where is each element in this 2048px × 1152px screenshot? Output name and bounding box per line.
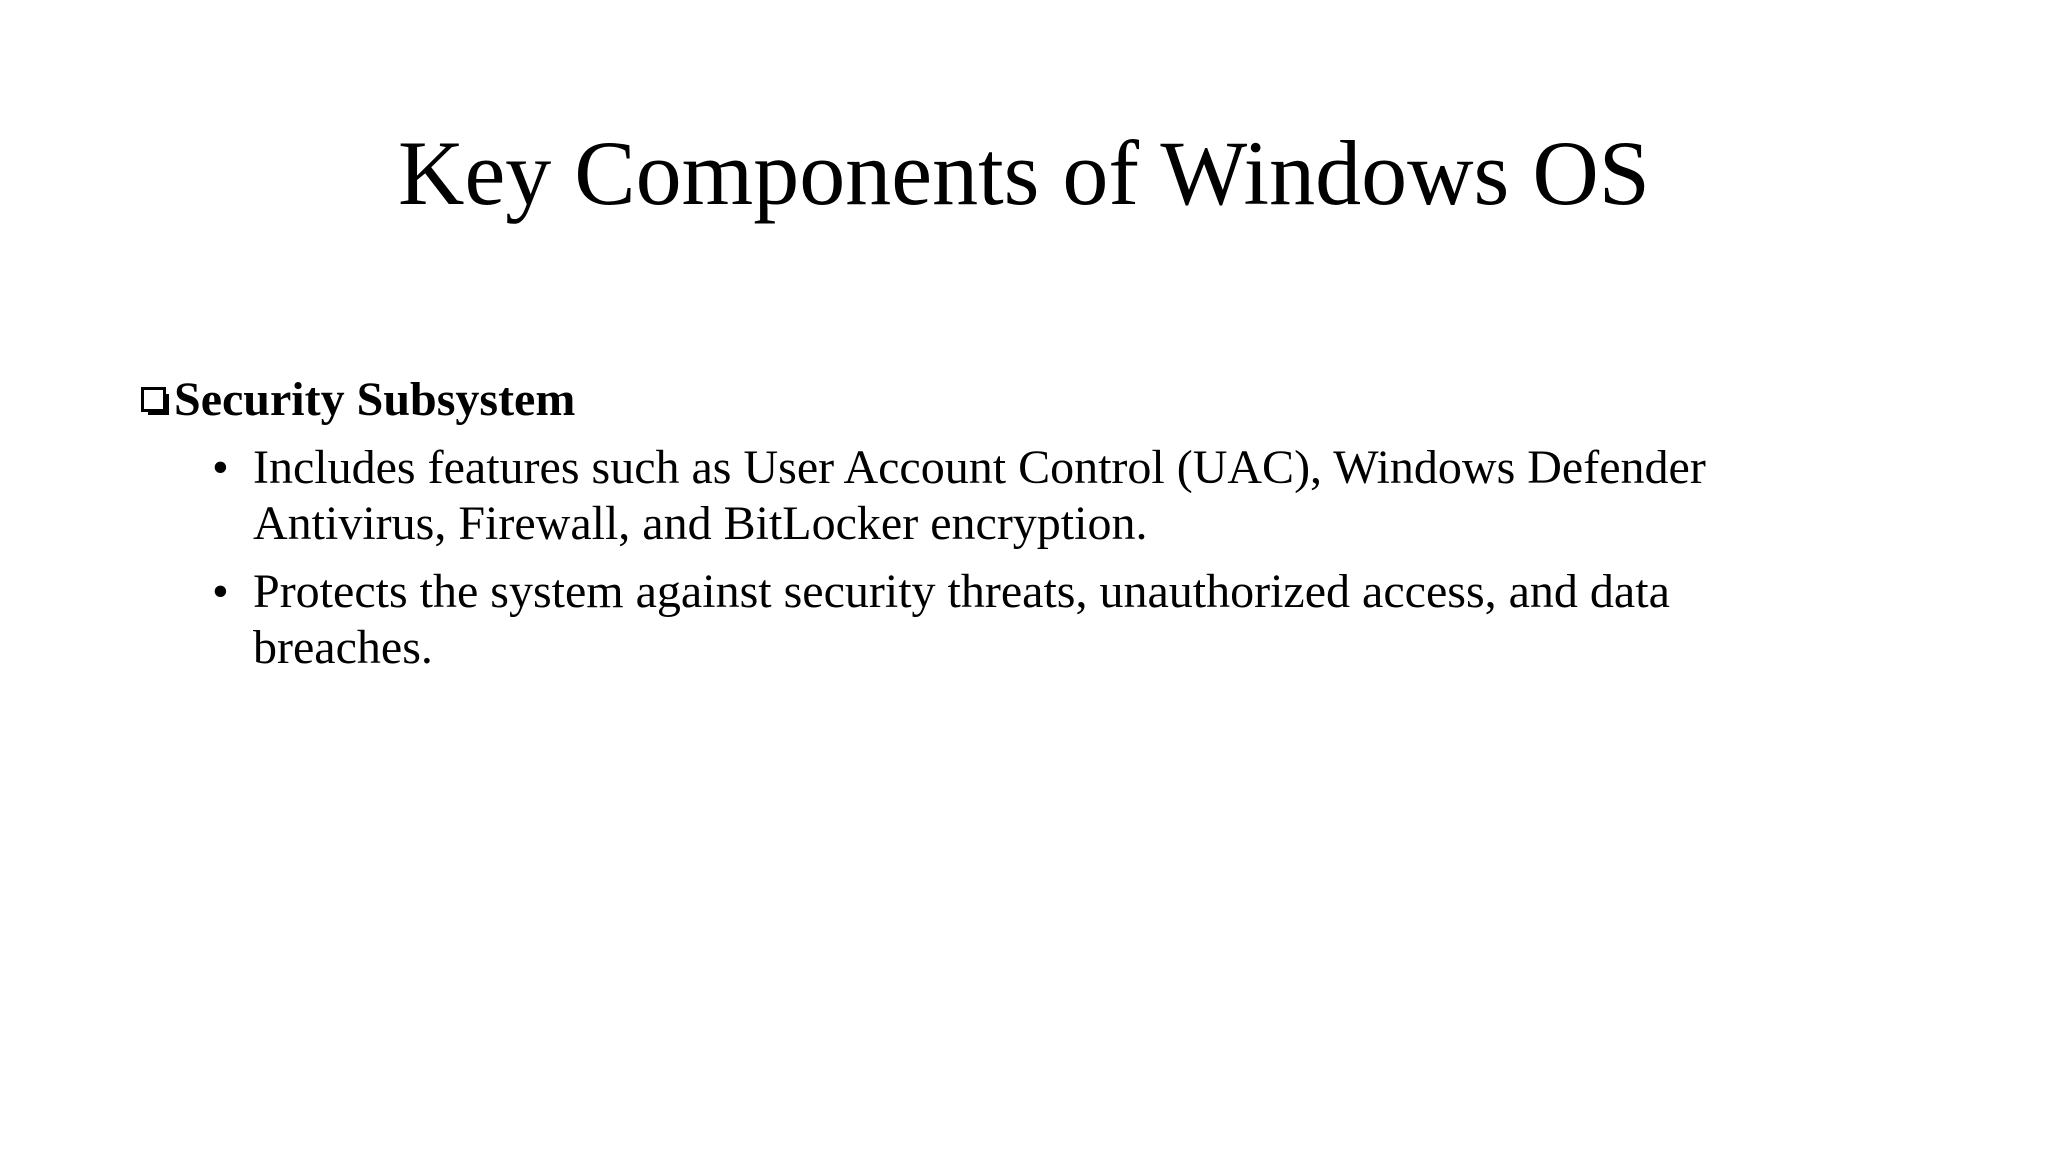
section-heading: Security Subsystem bbox=[174, 373, 576, 426]
bullet-list bbox=[140, 440, 1840, 676]
bullet-item bbox=[212, 440, 1840, 552]
slide-content bbox=[140, 370, 1840, 688]
slide-title: Key Components of Windows OS bbox=[398, 122, 1650, 224]
section-heading-row bbox=[140, 370, 1840, 430]
bullet-marker: • bbox=[212, 565, 229, 618]
bullet-text: Includes features such as User Account Control (UAC), Windows Defender Antivirus, Firewall, and BitLocker encryption. bbox=[253, 441, 1706, 550]
bullet-item bbox=[212, 564, 1840, 676]
bullet-marker: • bbox=[212, 441, 229, 494]
checkbox-icon bbox=[140, 386, 170, 416]
bullet-text: Protects the system against security threats, unauthorized access, and data breaches. bbox=[253, 565, 1670, 674]
